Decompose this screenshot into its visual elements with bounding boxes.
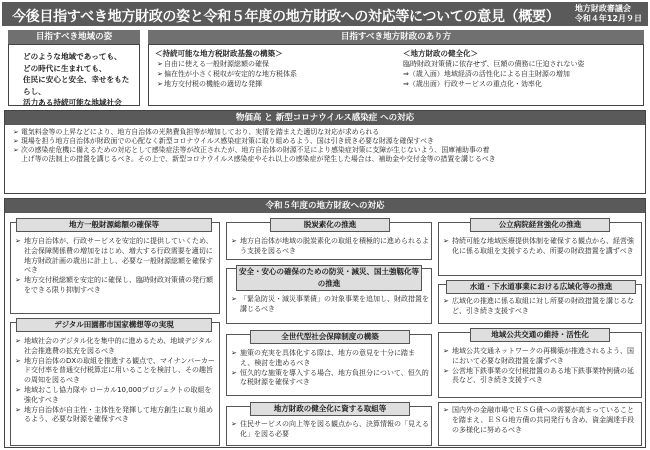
ideal-right-item: ⇒（歳入面）地域経済の活性化による自主財源の増加 — [403, 70, 570, 78]
sec-digital — [10, 322, 220, 446]
ideal-left-item: ➢自由に使える一般財源総額の確保 — [157, 60, 269, 68]
title-bar — [2, 2, 648, 26]
covid-box — [4, 110, 646, 194]
sec-esg-bonds — [438, 402, 642, 446]
council-date: 令和４年12月９日 — [574, 14, 642, 23]
sec-title: 全世代型社会保障制度の構築 — [250, 330, 410, 344]
sec-item: ➢ 地方自治体が地域の脱炭素化の取組を積極的に進められるよう支援を図るべき — [231, 237, 429, 255]
covid-item: 上げ等の法制上の措置を講じるべき。その上で、新型コロナウイルス感染症やそれ以上の感染症が発生した場合は、補助金や交付金等の措置を講じるべき — [21, 155, 496, 163]
ideal-left — [155, 49, 385, 89]
sec-title: 地域公共交通の維持・活性化 — [470, 328, 610, 342]
sec-item: ➢ 住民サービスの向上等を図る観点から、決算情報の「見える化」を図る必要 — [231, 420, 429, 438]
sec-item: ➢ 恒久的な施策を導入する場合、地方負担分について、恒久的な税財源を確保すべき — [231, 368, 429, 387]
vision-header: 目指すべき地域の姿 — [8, 30, 140, 44]
sec-item: ➢ 地域社会のデジタル化を集中的に進めるため、地域デジタル社会推進費の拡充を図るべき — [15, 337, 212, 355]
sec-title: 水道・下水道事業における広域化等の推進 — [446, 280, 636, 294]
council-info — [575, 4, 642, 24]
vision-box — [8, 44, 140, 106]
sec-item: ➢ 地方自治体が自主性・主体性を発揮して地方創生に取り組めるよう、必要な財源を確保すべき — [15, 405, 213, 424]
sec-item: ➢ 広域化の推進に係る取組に対し所要の財政措置を講じるなど、引き続き支援すべき — [443, 297, 634, 315]
page-title: 今後目指すべき地方財政の姿と令和５年度の地方財政への対応等についての意見（概要） — [12, 9, 560, 25]
ideal-box — [148, 44, 644, 106]
sec-item: ➢ 施策の充実を具体化する際は、地方の意見を十分に踏まえ、検討を進めるべき — [231, 349, 415, 367]
sec-title: デジタル田園都市国家構想等の実現 — [16, 318, 212, 332]
r5-header: 令和５年度の地方財政への対応 — [5, 199, 645, 213]
ideal-right-title: ＜地方財政の健全化＞ — [403, 49, 478, 58]
sec-item: ➢ 地方自治体のDXの取組を推進する観点で、マイナンバーカード交付率を普通交付税算定に用いることを検討し、その趣旨の周知を図るべき — [15, 356, 215, 385]
sec-title: 公立病院経営強化の推進 — [470, 218, 610, 232]
sec-item: ➢ 持続可能な地域医療提供体制を確保する観点から、経営強化に係る取組を支援するため、所要の財政措置を講ずべき — [443, 237, 634, 255]
sec-item: ➢ 地方自治体が、行政サービスを安定的に提供していくため、社会保障関係費の増加をはじめ、増大する行政需要を適切に地方財政計画の歳出に計上し、必要な一般財源総額を確保すべき — [15, 237, 213, 275]
ideal-left-item: ➢地方交付税の機能の適切な発揮 — [157, 80, 262, 88]
sec-item: ➢ 国内外の金融市場でＥＳＧ債への需要が高まっていることを踏まえ、ＥＳＧ地方債の共同発行も含め、資金調達手段の多様化に努めるべき — [443, 406, 635, 434]
ideal-left-title: ＜持続可能な地方税財政基盤の構築＞ — [155, 49, 283, 58]
sec-item: ➢ 地域おこし協力隊や ローカル10,000プロジェクトの取組を強化すべき — [15, 385, 212, 404]
vision-line: どの時代に生まれても、 — [23, 63, 107, 73]
council-name: 地方財政審議会 — [574, 4, 631, 13]
ideal-right-item: ⇒（歳出面）行政サービスの重点化・効率化 — [403, 80, 542, 88]
ideal-header: 目指すべき地方財政のあり方 — [148, 30, 644, 44]
covid-item: ➢ 次の感染症危機に備えるための対応として感染症法等が改正されたが、地方自治体の財源不足により感染症対策に支障が生じないよう、国庫補助事の着 — [13, 146, 490, 154]
vision-line: 住民に安心と安全、幸せをもたらし、 — [23, 75, 130, 96]
sec-title: 脱炭素化の推進 — [270, 218, 390, 232]
sec-title: 安全・安心の確保のための防災・減災、国土強靱化等の推進 — [236, 265, 422, 291]
covid-header: 物価高 と 新型コロナウイルス感染症 への対応 — [5, 111, 645, 125]
ideal-right — [403, 49, 641, 89]
ideal-left-item: ➢偏在性が小さく税収が安定的な地方税体系 — [157, 70, 297, 78]
sec-item: ➢ 地方交付税総額を安定的に確保し、臨時財政対策債の発行額をできる限り抑制すべき — [15, 276, 213, 294]
covid-item: ➢ 電気料金等の上昇などにより、地方自治体の光熱費負担等が増加しており、実情を踏まえた適切な対応が求められる — [13, 128, 380, 136]
vision-line: 活力ある持続可能な地域社会 — [23, 98, 122, 107]
sec-title: 地方一般財源総額の確保等 — [16, 218, 212, 232]
sec-general-revenue — [10, 222, 220, 314]
sec-item: ➢ 公営地下鉄事業の交付税措置のある地下鉄事業特例債の延長など、引き続き支援すべき — [443, 366, 634, 385]
covid-item: ➢ 現場を担う地方自治体が財政面での心配なく新型コロナウイルス感染症対策に取り組めるよう、国は引き続き必要な財源を確保すべき — [13, 137, 434, 145]
ideal-right-item: 臨時財政対策債に依存せず、巨額の債務に圧迫されない姿 — [403, 60, 585, 68]
sec-item: ➢ 「緊急防災・減災事業債」の対象事業を追加し、財政措置を講じるべき — [231, 295, 429, 313]
sec-title: 地方財政の健全化に資する取組等 — [250, 402, 410, 416]
sec-item: ➢ 地域公共交通ネットワークの再構築が推進されるよう、国において必要な財政措置を講ずべき — [443, 347, 634, 365]
vision-line: どのような地域であっても、 — [23, 52, 122, 61]
